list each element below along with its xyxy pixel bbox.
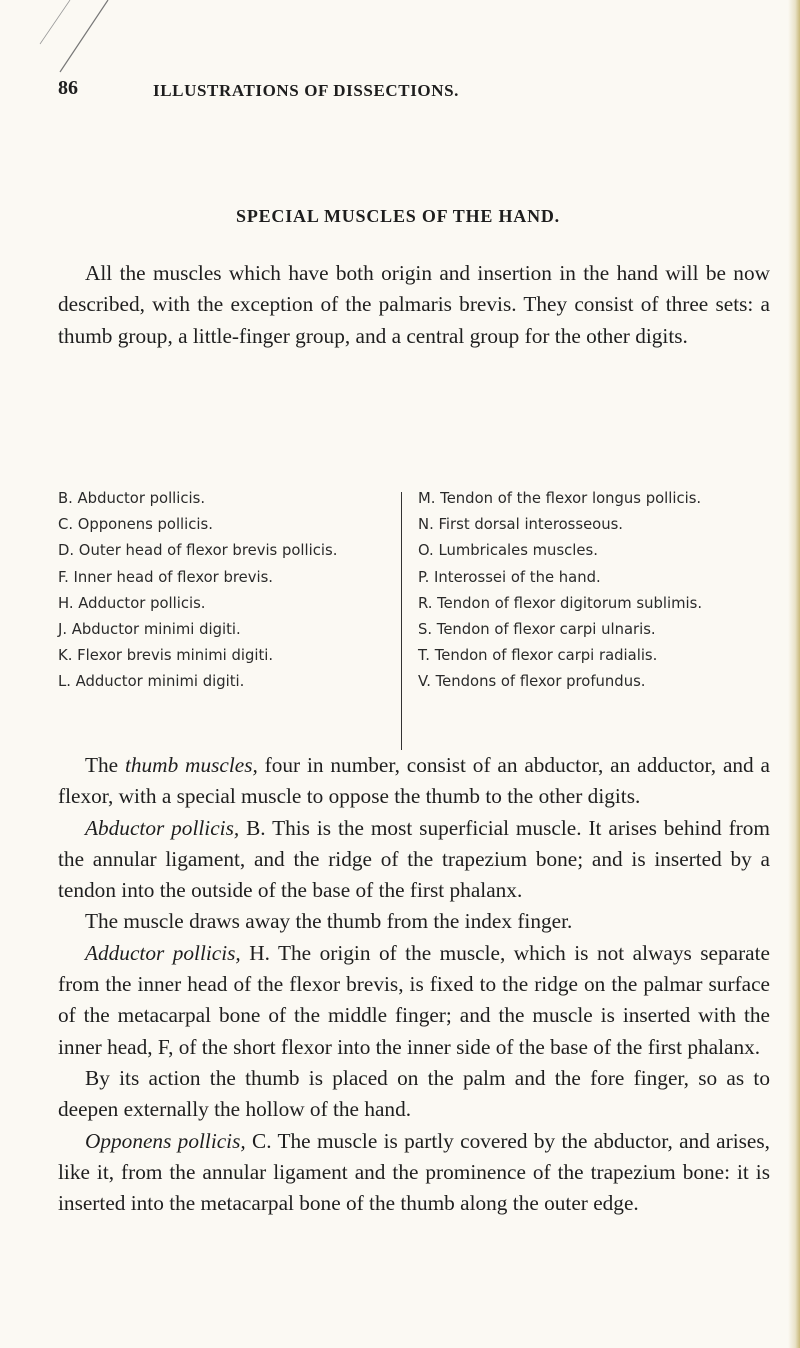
legend-item: K. Flexor brevis minimi digiti. [58, 647, 274, 665]
text-run: H. The origin of the muscle, which is not always separate from the inner head of the flexor brevis, is fixed to the ridge on the palmar surface of the metacarpal bone of the middle finger; and the muscle is inserted with the inner head, F, of the short flexor into the inner side of the base of the first phalanx. [58, 940, 770, 1059]
text-run: four in number, consist of an abductor, an adductor, and a flexor, with a special muscle to oppose the thumb to the other digits. [58, 753, 770, 809]
text-run: C. The muscle is partly covered by the abductor, and arises, like it, from the annular ligament and the prominence of the trapezium bone: it is inserted into the metacarpal bone of the thumb along the outer edge. [58, 1128, 770, 1216]
italic-term: thumb muscles, [124, 753, 258, 777]
legend-item: D. Outer head of flexor brevis pollicis. [58, 542, 338, 560]
legend-column-left [58, 486, 388, 696]
text-run: B. This is the most superficial muscle. It arises behind from the annular ligament, and the ridge of the trapezium bone; and is inserted by a tendon into the outside of the base of the first phalanx. [58, 815, 770, 903]
legend-item: C. Opponens pollicis. [58, 516, 213, 534]
legend-item: F. Inner head of flexor brevis. [58, 568, 274, 586]
section-title: SPECIAL MUSCLES OF THE HAND. [236, 206, 560, 226]
thumb-muscles-paragraph [58, 750, 770, 813]
opponens-pollicis-paragraph [58, 1126, 770, 1220]
italic-term: Opponens pollicis, [85, 1128, 246, 1153]
legend-item: N. First dorsal interosseous. [418, 516, 624, 534]
legend-item: B. Abductor pollicis. [58, 490, 206, 507]
legend-item: L. Adductor minimi digiti. [58, 673, 245, 691]
legend-item: H. Adductor pollicis. [58, 594, 206, 612]
legend-item: V. Tendons of flexor profundus. [418, 673, 646, 691]
adductor-action-paragraph: By its action the thumb is placed on the palm and the fore finger, so as to deepen externally the hollow of the hand. [58, 1065, 770, 1122]
abductor-pollicis-paragraph [58, 813, 770, 907]
legend-item: M. Tendon of the flexor longus pollicis. [418, 490, 702, 507]
abductor-action-paragraph: The muscle draws away the thumb from the index finger. [85, 909, 573, 934]
legend-item: J. Abductor minimi digiti. [58, 621, 241, 639]
running-head: ILLUSTRATIONS OF DISSECTIONS. [153, 81, 460, 100]
page-header [58, 77, 758, 107]
legend-item: R. Tendon of flexor digitorum sublimis. [418, 594, 703, 612]
intro-paragraph: All the muscles which have both origin and insertion in the hand will be now described, with the exception of the palmaris brevis. They consist of three sets: a thumb group, a little-finger group, and a central group for the other digits. [58, 261, 770, 348]
page-edge [788, 0, 800, 1348]
page-corner-fold-line [0, 0, 120, 80]
legend-column-right [418, 486, 773, 696]
italic-term: Abductor pollicis, [85, 815, 240, 840]
text-run: The [85, 753, 125, 777]
legend-item: O. Lumbricales muscles. [418, 542, 598, 560]
page-number: 86 [58, 77, 78, 99]
legend-item: T. Tendon of flexor carpi radialis. [418, 647, 658, 665]
legend-item: S. Tendon of flexor carpi ulnaris. [418, 621, 656, 639]
figure-legend [58, 486, 770, 746]
legend-divider [401, 492, 402, 750]
adductor-pollicis-paragraph [58, 938, 770, 1063]
italic-term: Adductor pollicis, [85, 940, 241, 965]
main-body-text [58, 750, 770, 1219]
legend-item: P. Interossei of the hand. [418, 568, 601, 586]
